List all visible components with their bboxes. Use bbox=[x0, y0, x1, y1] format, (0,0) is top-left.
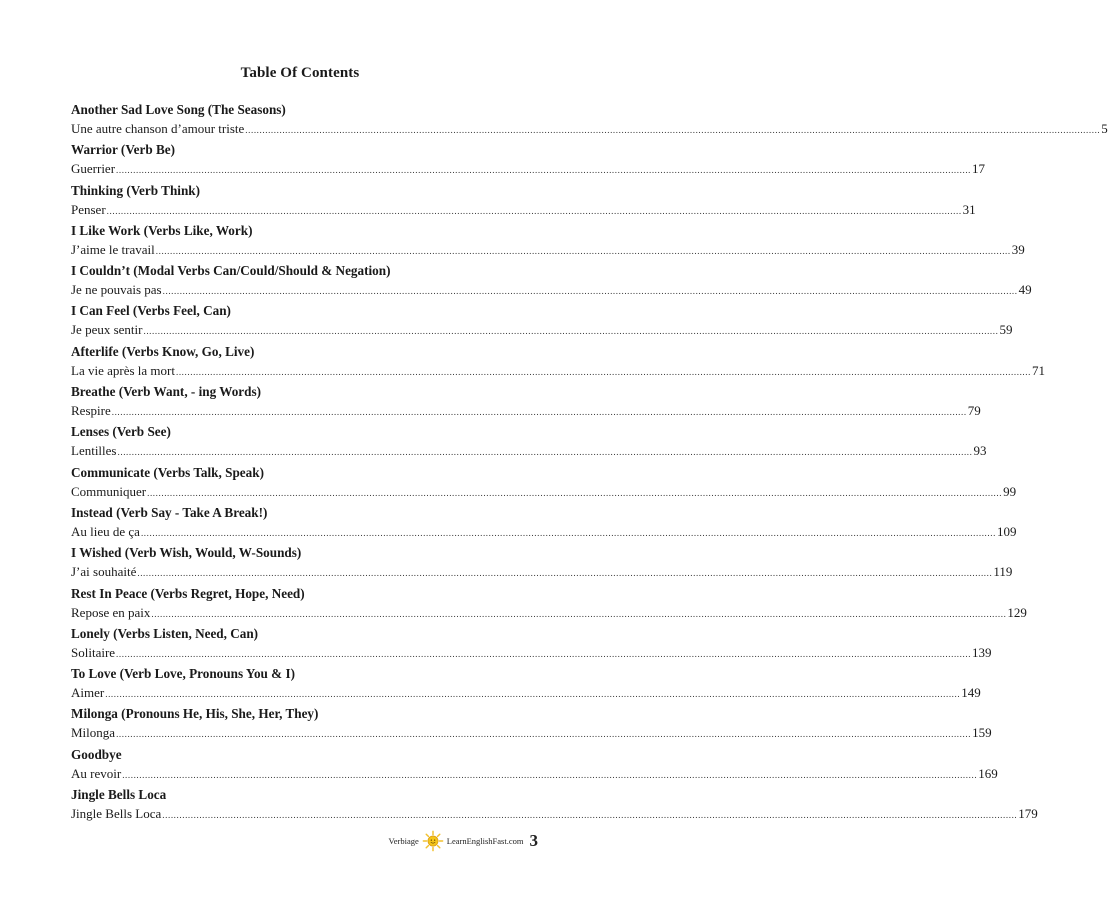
toc-entry-heading: Breathe (Verb Want, - ing Words) bbox=[71, 384, 262, 400]
toc-entry bbox=[71, 221, 1025, 261]
dot-leader: ............................................................................................................................................................................................................................................................................................................ bbox=[140, 527, 996, 538]
toc-entry-page-number: 169 bbox=[978, 765, 998, 781]
toc-entry-subtitle: Penser bbox=[71, 201, 106, 217]
toc-entry-line bbox=[71, 119, 1108, 138]
toc-entry-subtitle: La vie après la mort bbox=[71, 362, 175, 378]
toc-entry-heading: Lonely (Verbs Listen, Need, Can) bbox=[71, 625, 259, 641]
toc-entry bbox=[71, 422, 987, 462]
dot-leader: ............................................................................................................................................................................................................................................................................................................ bbox=[111, 407, 967, 418]
toc-entry-page-number: 109 bbox=[996, 523, 1017, 539]
dot-leader: ............................................................................................................................................................................................................................................................................................................ bbox=[162, 810, 1018, 821]
dot-leader: ............................................................................................................................................................................................................................................................................................................ bbox=[155, 245, 1011, 256]
toc-entry-page-number: 5 bbox=[1101, 121, 1108, 136]
page-number: 3 bbox=[529, 831, 538, 850]
toc-entry-heading: I Like Work (Verbs Like, Work) bbox=[71, 222, 253, 238]
toc-entry-page-number: 139 bbox=[972, 644, 992, 660]
dot-leader: ............................................................................................................................................................................................................................................................................................................ bbox=[143, 326, 999, 337]
toc-entry-line bbox=[71, 320, 1013, 339]
toc-entry-subtitle: Communiquer bbox=[71, 483, 147, 499]
toc-entry-heading: Lenses (Verb See) bbox=[71, 424, 171, 440]
footer-brand-verbiage: Verbiage bbox=[388, 836, 419, 846]
toc-entry-page-number: 49 bbox=[1018, 282, 1032, 298]
dot-leader: ............................................................................................................................................................................................................................................................................................................ bbox=[175, 366, 1031, 377]
toc-entry-subtitle: Je ne pouvais pas bbox=[71, 282, 162, 298]
toc-entry-heading: Another Sad Love Song (The Seasons) bbox=[71, 102, 286, 117]
toc-list bbox=[71, 100, 1108, 825]
toc-entry-heading: Milonga (Pronouns He, His, She, Her, They) bbox=[71, 706, 319, 722]
toc-entry-page-number: 79 bbox=[967, 403, 981, 419]
toc-entry-heading: Instead (Verb Say - Take A Break!) bbox=[71, 504, 268, 520]
toc-entry-line bbox=[71, 683, 981, 702]
dot-leader: ............................................................................................................................................................................................................................................................................................................ bbox=[116, 648, 972, 659]
toc-entry-page-number: 119 bbox=[993, 564, 1013, 580]
dot-leader: ............................................................................................................................................................................................................................................................................................................ bbox=[147, 487, 1003, 498]
toc-entry-page-number: 179 bbox=[1018, 806, 1038, 822]
toc-entry-subtitle: Jingle Bells Loca bbox=[71, 806, 162, 822]
toc-entry-heading: Communicate (Verbs Talk, Speak) bbox=[71, 464, 264, 480]
toc-entry-page-number: 17 bbox=[972, 161, 986, 177]
toc-entry-subtitle: Au revoir bbox=[71, 765, 122, 781]
toc-entry-page-number: 149 bbox=[961, 685, 981, 701]
toc-entry-line bbox=[71, 603, 1027, 622]
toc-entry bbox=[71, 624, 992, 664]
toc-entry bbox=[71, 261, 1032, 301]
toc-entry bbox=[71, 140, 986, 180]
toc-entry-subtitle: Lentilles bbox=[71, 443, 117, 459]
toc-entry-heading: Rest In Peace (Verbs Regret, Hope, Need) bbox=[71, 585, 305, 601]
toc-entry bbox=[71, 664, 981, 704]
toc-entry-page-number: 31 bbox=[962, 201, 976, 217]
toc-entry-page-number: 39 bbox=[1011, 241, 1025, 257]
toc-entry-subtitle: Aimer bbox=[71, 685, 105, 701]
toc-entry-heading: I Couldn’t (Modal Verbs Can/Could/Should & Negation) bbox=[71, 263, 391, 279]
footer-brand-site: LearnEnglishFast.com bbox=[446, 836, 524, 846]
dot-leader: ............................................................................................................................................................................................................................................................................................................ bbox=[116, 729, 972, 740]
page-title: Table Of Contents bbox=[240, 65, 360, 81]
toc-entry bbox=[71, 785, 1038, 825]
toc-entry-line bbox=[71, 240, 1025, 259]
toc-entry-page-number: 99 bbox=[1003, 483, 1017, 499]
toc-entry-page-number: 71 bbox=[1031, 362, 1045, 378]
toc-entry-heading: Jingle Bells Loca bbox=[71, 787, 167, 803]
toc-entry-subtitle: Solitaire bbox=[71, 644, 116, 660]
toc-entry-line bbox=[71, 159, 986, 178]
toc-entry-page-number: 129 bbox=[1007, 604, 1027, 620]
footer bbox=[389, 830, 538, 852]
dot-leader: ............................................................................................................................................................................................................................................................................................................ bbox=[162, 286, 1018, 297]
dot-leader: ............................................................................................................................................................................................................................................................................................................ bbox=[245, 125, 1101, 135]
toc-entry bbox=[71, 503, 1017, 543]
toc-entry-subtitle: J’aime le travail bbox=[71, 241, 155, 257]
toc-entry-heading: To Love (Verb Love, Pronouns You & I) bbox=[71, 666, 295, 682]
toc-entry-line bbox=[71, 804, 1038, 823]
toc-entry-line bbox=[71, 200, 976, 219]
toc-entry-line bbox=[71, 723, 992, 742]
toc-entry-page-number: 159 bbox=[972, 725, 992, 741]
toc-entry-heading: Thinking (Verb Think) bbox=[71, 182, 201, 198]
toc-entry-line bbox=[71, 562, 1013, 581]
toc-entry bbox=[71, 745, 998, 785]
toc-entry-subtitle: Au lieu de ça bbox=[71, 523, 140, 539]
toc-entry-subtitle: Une autre chanson d’amour triste bbox=[71, 121, 245, 136]
dot-leader: ............................................................................................................................................................................................................................................................................................................ bbox=[151, 608, 1007, 619]
toc-entry-subtitle: Repose en paix bbox=[71, 604, 151, 620]
toc-entry bbox=[71, 382, 981, 422]
toc-entry bbox=[71, 181, 976, 221]
toc-entry-heading: Warrior (Verb Be) bbox=[71, 142, 176, 158]
sun-logo-icon bbox=[422, 830, 444, 852]
toc-entry-subtitle: Milonga bbox=[71, 725, 116, 741]
toc-entry-heading: I Can Feel (Verbs Feel, Can) bbox=[71, 303, 231, 319]
toc-entry bbox=[71, 100, 1108, 140]
toc-entry-line bbox=[71, 522, 1017, 541]
dot-leader: ............................................................................................................................................................................................................................................................................................................ bbox=[116, 165, 972, 176]
toc-entry-page-number: 93 bbox=[973, 443, 987, 459]
toc-entry-page-number: 59 bbox=[999, 322, 1013, 338]
toc-entry bbox=[71, 301, 1013, 341]
toc-entry-line bbox=[71, 764, 998, 783]
toc-entry-subtitle: J’ai souhaité bbox=[71, 564, 137, 580]
toc-entry-subtitle: Guerrier bbox=[71, 161, 116, 177]
toc-entry-subtitle: Respire bbox=[71, 403, 111, 419]
toc-entry-heading: Goodbye bbox=[71, 746, 122, 762]
toc-entry-line bbox=[71, 441, 987, 460]
toc-entry-heading: I Wished (Verb Wish, Would, W-Sounds) bbox=[71, 545, 302, 561]
dot-leader: ............................................................................................................................................................................................................................................................................................................ bbox=[122, 769, 978, 780]
dot-leader: ............................................................................................................................................................................................................................................................................................................ bbox=[137, 568, 993, 579]
dot-leader: ............................................................................................................................................................................................................................................................................................................ bbox=[105, 689, 961, 700]
toc-entry-line bbox=[71, 643, 992, 662]
toc-entry-line bbox=[71, 361, 1045, 380]
dot-leader: ............................................................................................................................................................................................................................................................................................................ bbox=[106, 205, 962, 216]
toc-entry-line bbox=[71, 280, 1032, 299]
toc-entry bbox=[71, 463, 1017, 503]
toc-entry-heading: Afterlife (Verbs Know, Go, Live) bbox=[71, 343, 255, 359]
toc-entry-subtitle: Je peux sentir bbox=[71, 322, 143, 338]
toc-entry bbox=[71, 584, 1027, 624]
toc-entry bbox=[71, 543, 1013, 583]
toc-entry bbox=[71, 704, 992, 744]
toc-entry bbox=[71, 342, 1045, 382]
dot-leader: ............................................................................................................................................................................................................................................................................................................ bbox=[117, 447, 973, 458]
toc-entry-line bbox=[71, 401, 981, 420]
toc-entry-line bbox=[71, 482, 1017, 501]
